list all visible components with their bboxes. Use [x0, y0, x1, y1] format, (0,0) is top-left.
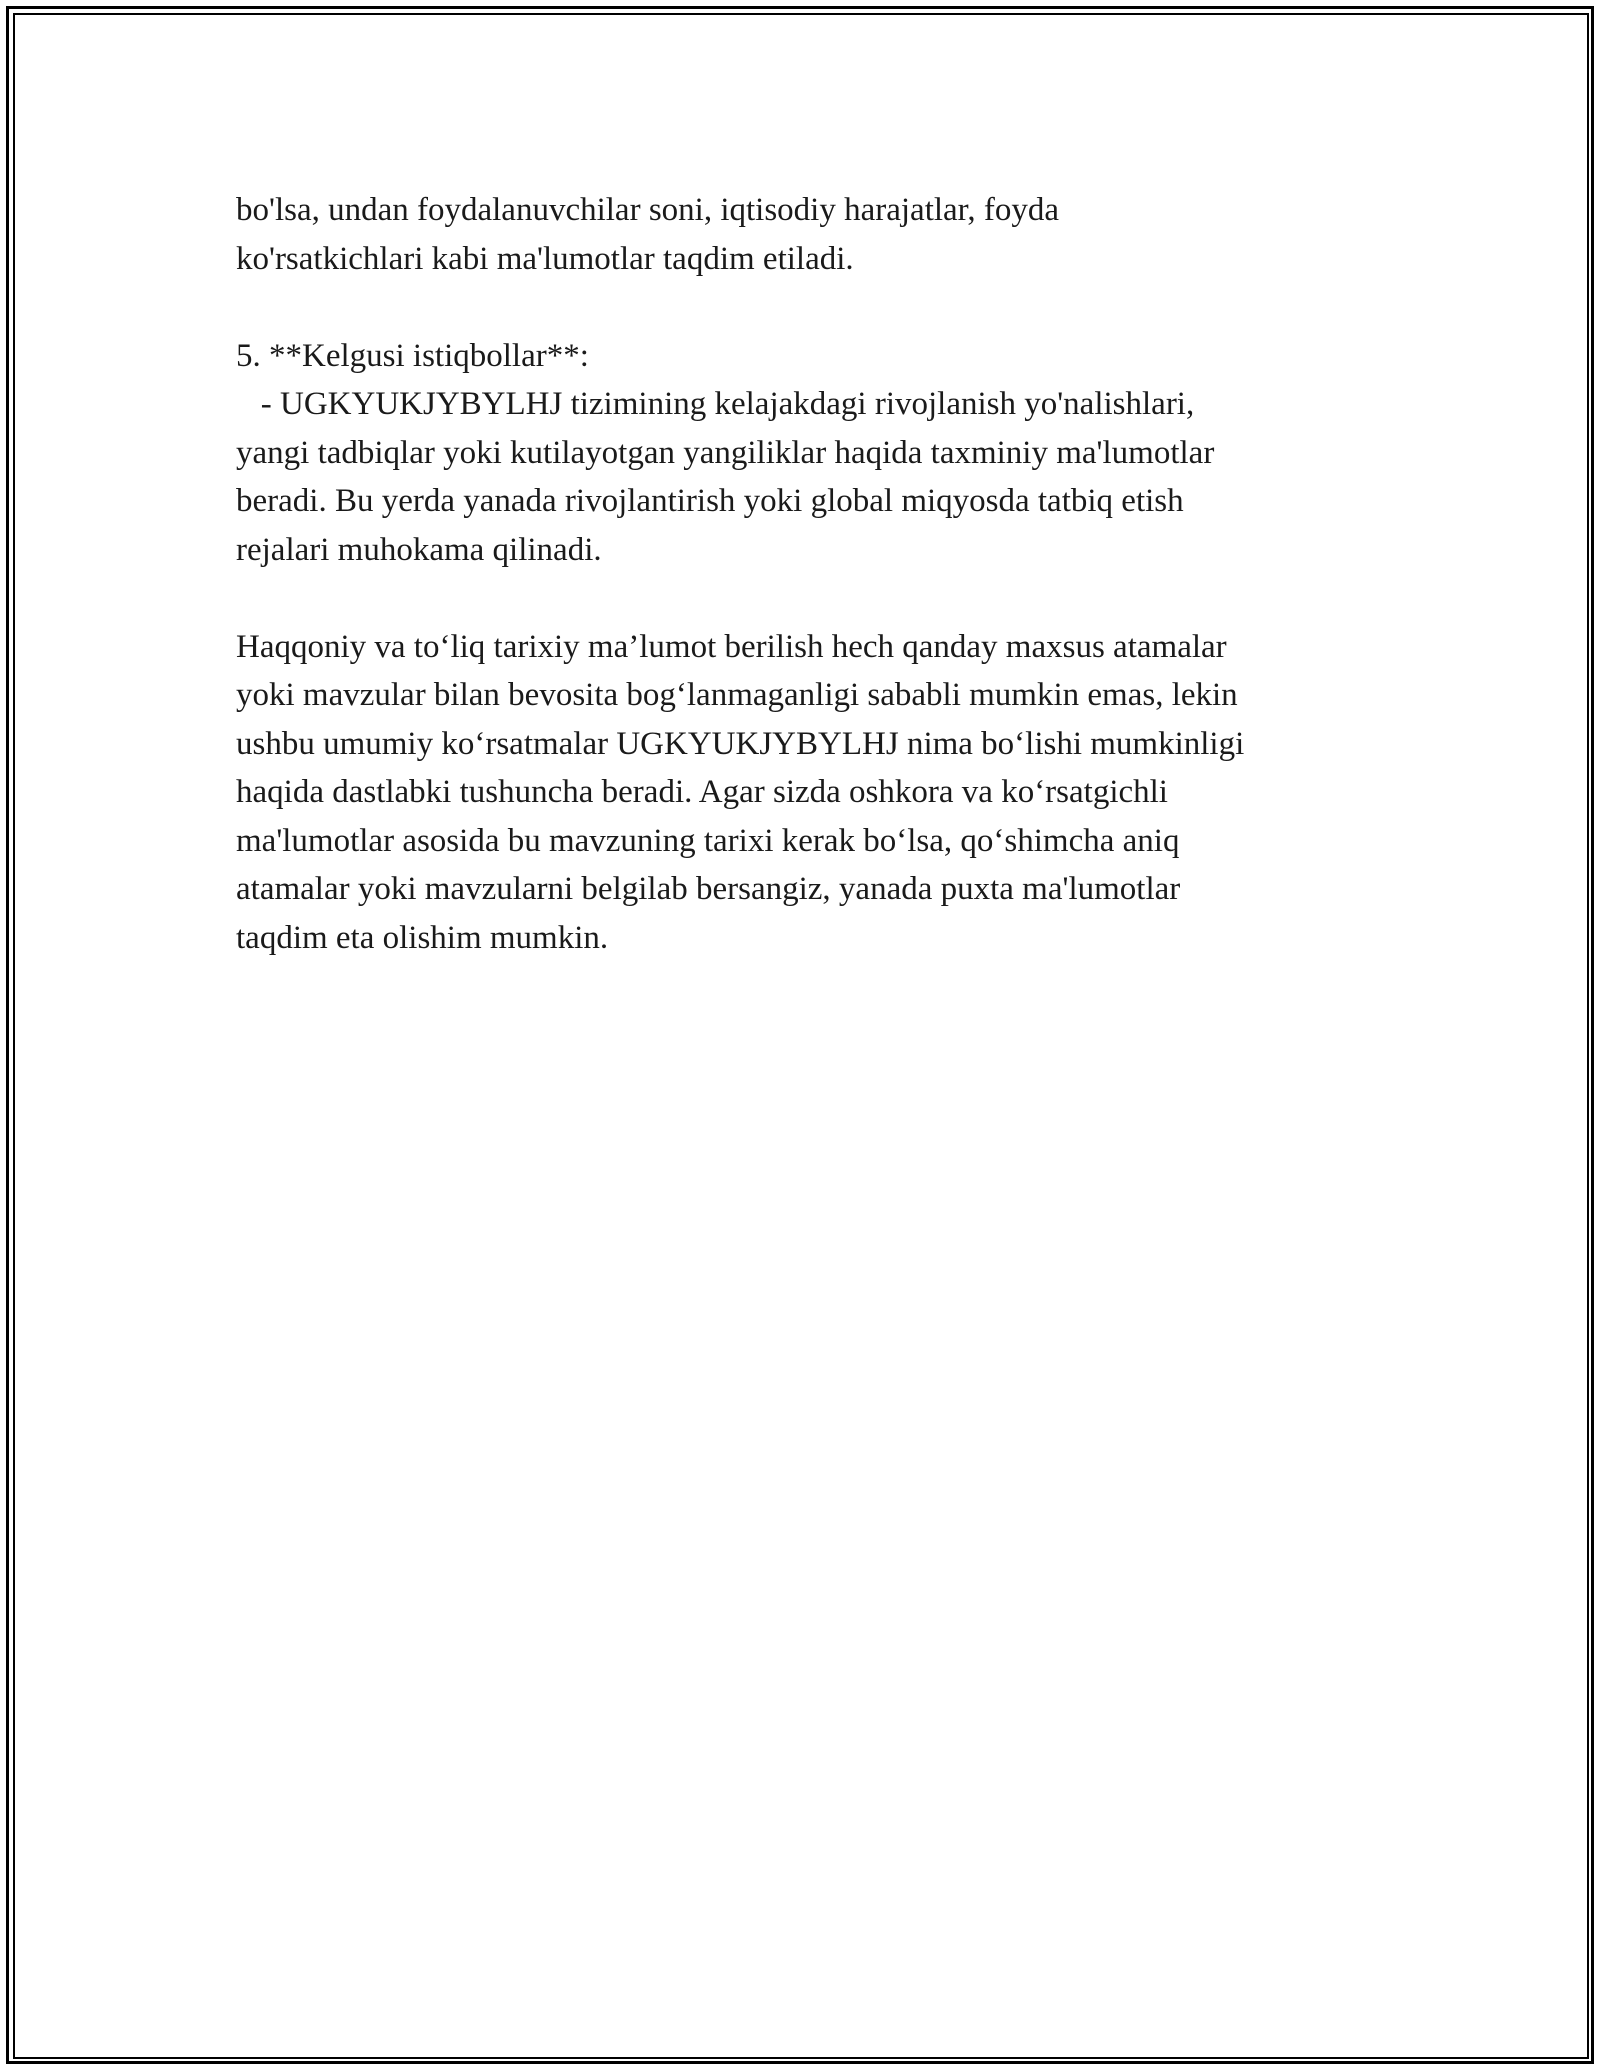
paragraph-continuation	[236, 186, 1386, 283]
document-body	[236, 186, 1386, 962]
text-line: Haqqoniy va to‘liq tarixiy ma’lumot berilish hech qanday maxsus atamalar	[236, 628, 1227, 665]
text-line: rejalari muhokama qilinadi.	[236, 531, 602, 568]
text-line: ushbu umumiy ko‘rsatmalar UGKYUKJYBYLHJ nima bo‘lishi mumkinligi	[236, 725, 1245, 762]
text-line: yoki mavzular bilan bevosita bog‘lanmaganligi sababli mumkin emas, lekin	[236, 677, 1238, 713]
section-future-prospects	[236, 332, 1386, 575]
text-line: - UGKYUKJYBYLHJ tizimining kelajakdagi rivojlanish yo'nalishlari,	[236, 386, 1195, 422]
text-line: haqida dastlabki tushuncha beradi. Agar sizda oshkora va ko‘rsatgichli	[236, 774, 1168, 810]
text-line: taqdim eta olishim mumkin.	[236, 919, 609, 956]
text-line: atamalar yoki mavzularni belgilab bersangiz, yanada puxta ma'lumotlar	[236, 871, 1181, 907]
paragraph-spacer	[236, 574, 1386, 623]
text-line: ma'lumotlar asosida bu mavzuning tarixi kerak bo‘lsa, qo‘shimcha aniq	[236, 822, 1180, 859]
text-line: ko'rsatkichlari kabi ma'lumotlar taqdim etiladi.	[236, 240, 854, 277]
text-line: bo'lsa, undan foydalanuvchilar soni, iqtisodiy harajatlar, foyda	[236, 192, 1059, 228]
paragraph-spacer	[236, 283, 1386, 332]
text-line: beradi. Bu yerda yanada rivojlantirish yoki global miqyosda tatbiq etish	[236, 483, 1184, 519]
text-line: yangi tadbiqlar yoki kutilayotgan yangiliklar haqida taxminiy ma'lumotlar	[236, 434, 1215, 471]
paragraph-conclusion	[236, 623, 1386, 963]
section-heading: 5. **Kelgusi istiqbollar**:	[236, 337, 589, 374]
